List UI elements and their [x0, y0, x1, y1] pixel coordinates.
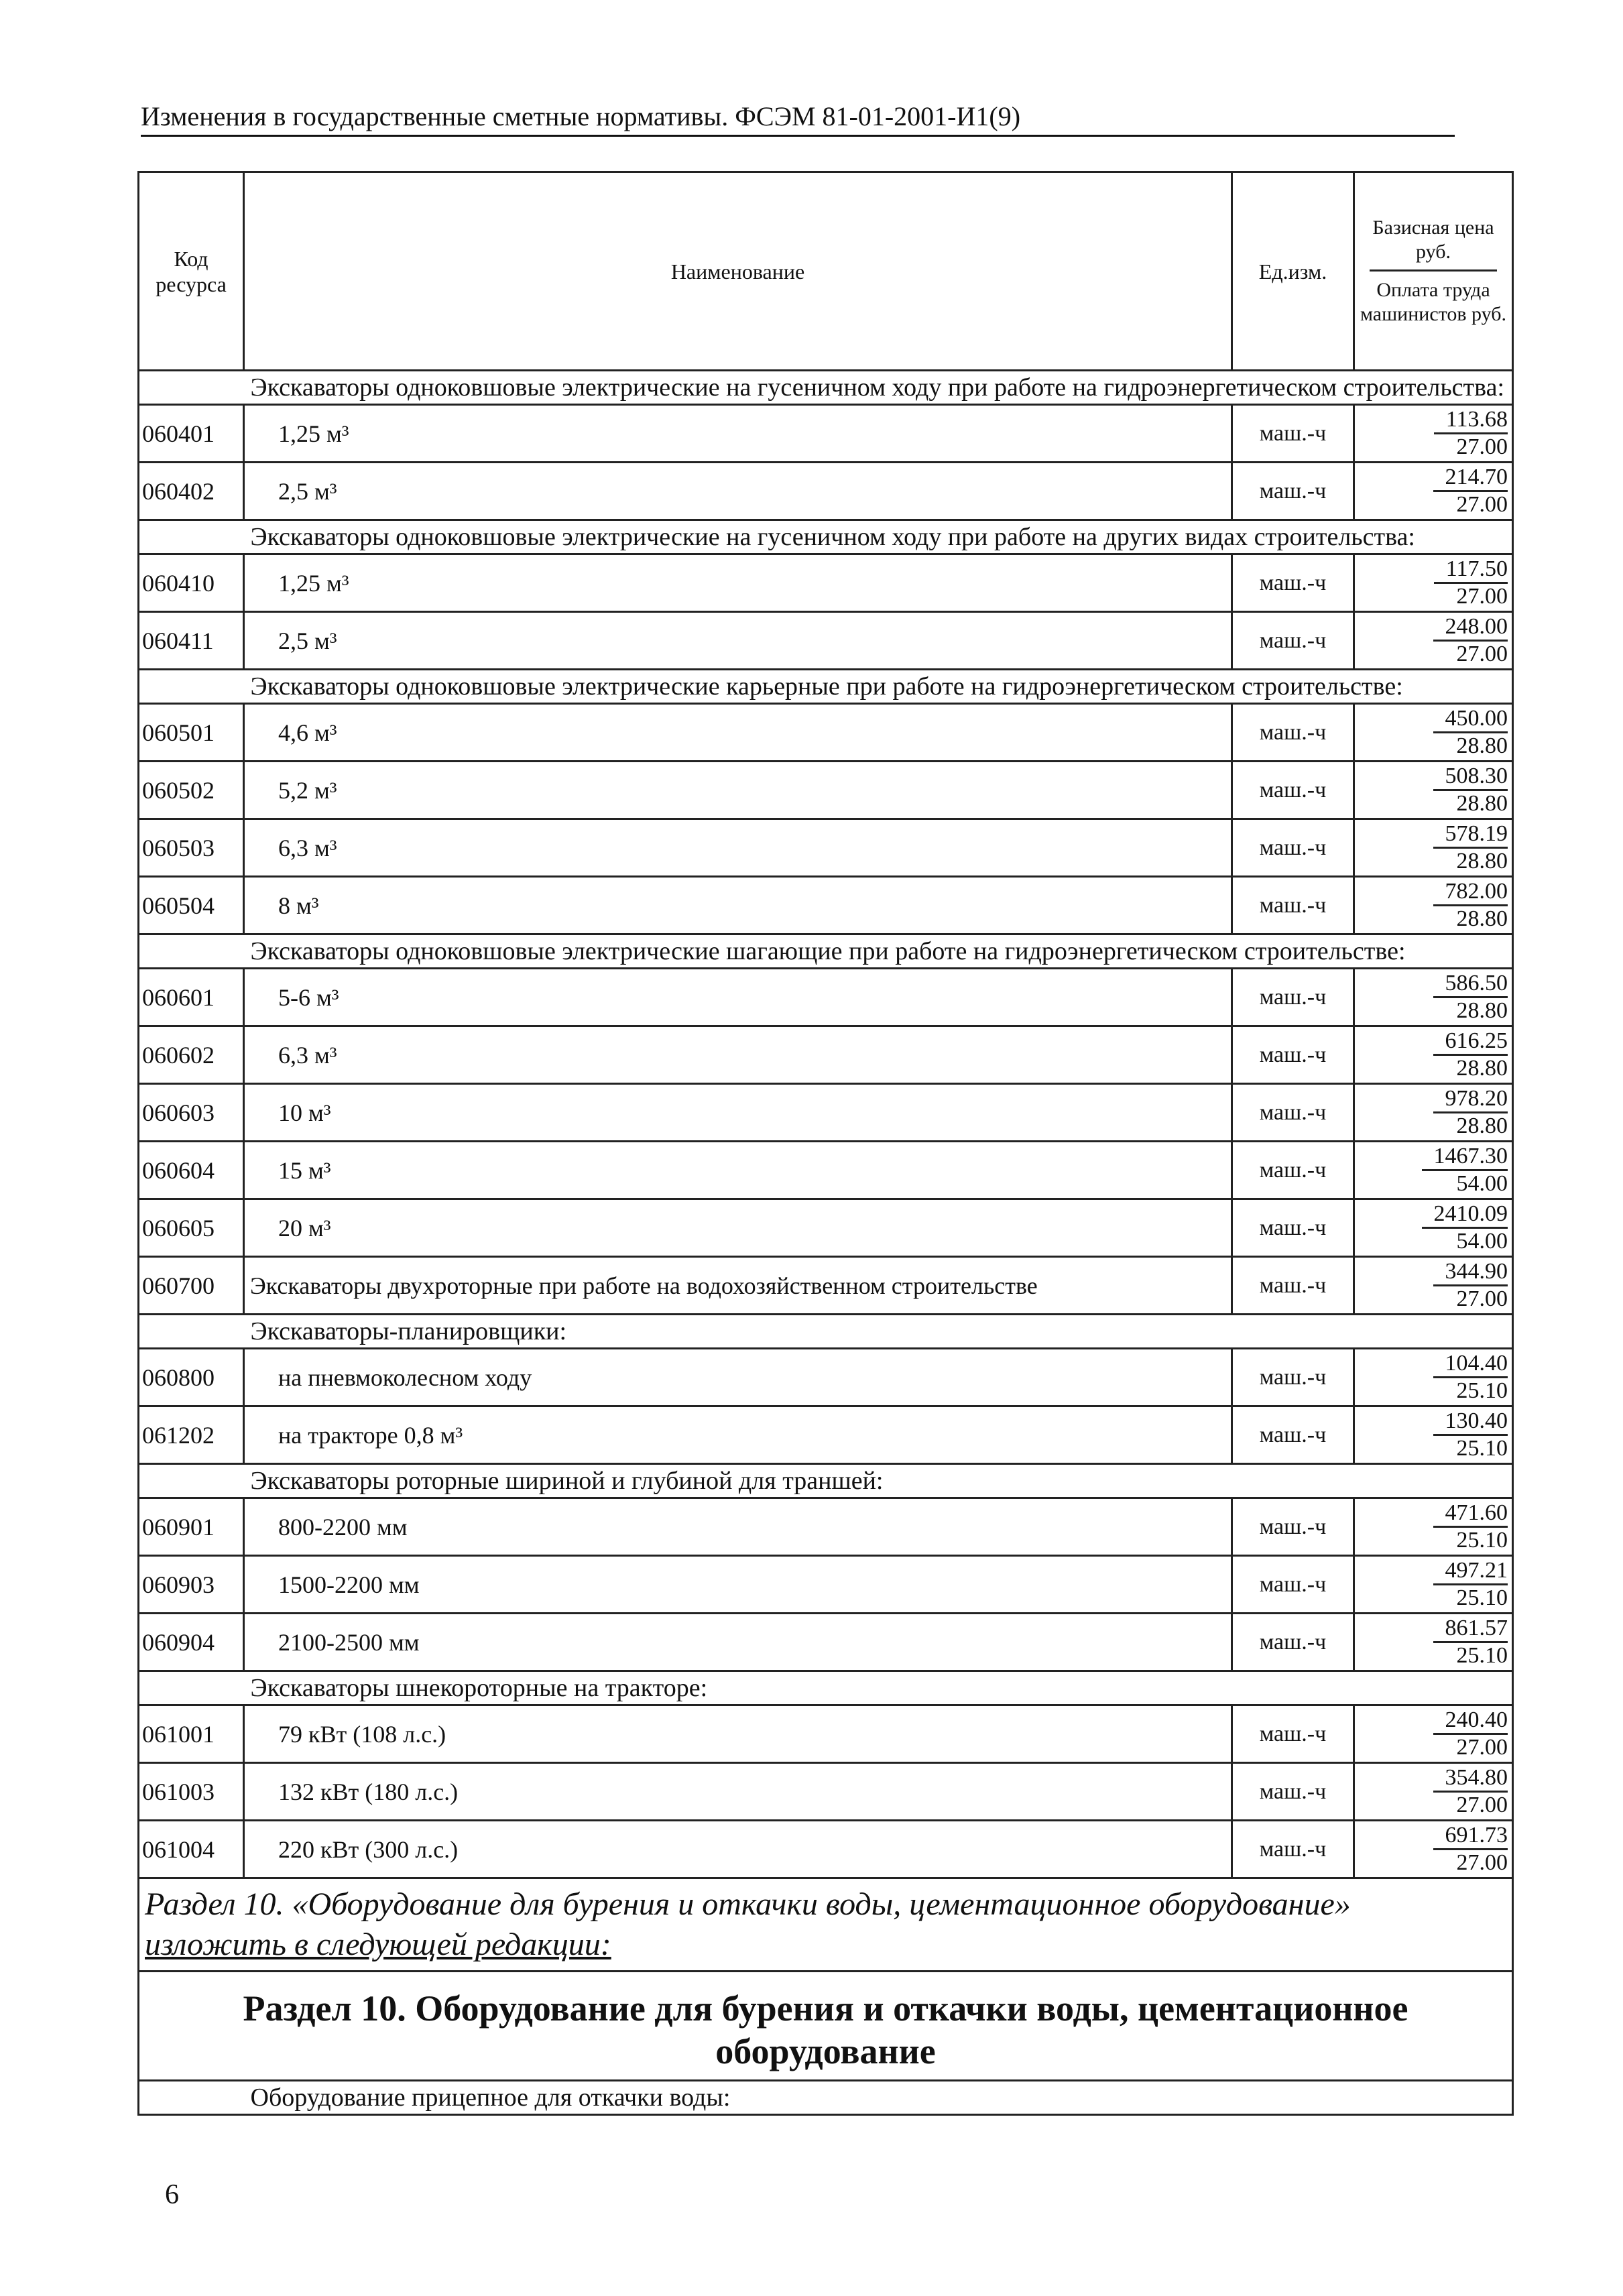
- table-row: [139, 819, 1513, 877]
- base-price: 861.57: [1433, 1616, 1508, 1643]
- resource-code: 060504: [139, 877, 244, 934]
- group-row: [139, 1464, 1513, 1498]
- base-price: 978.20: [1433, 1086, 1508, 1113]
- table-row: [139, 1199, 1513, 1257]
- resource-name: 8 м³: [244, 877, 1232, 934]
- table-row: [139, 612, 1513, 670]
- resource-price-cell: [1354, 1142, 1513, 1199]
- table-row: [139, 405, 1513, 463]
- table-row: [139, 1026, 1513, 1084]
- table-row: [139, 704, 1513, 762]
- resource-price-cell: [1354, 1406, 1513, 1464]
- operator-wage: 25.10: [1456, 1378, 1508, 1403]
- resource-code: 060700: [139, 1257, 244, 1315]
- table-row: [139, 1084, 1513, 1142]
- resource-code: 060503: [139, 819, 244, 877]
- edit-note-line1: Раздел 10. «Оборудование для бурения и откачки воды, цементационное оборудование»: [145, 1886, 1351, 1922]
- base-price: 471.60: [1433, 1500, 1508, 1528]
- column-header-unit: Ед.изм.: [1232, 172, 1354, 371]
- resource-code: 060402: [139, 463, 244, 520]
- resource-price-cell: [1354, 405, 1513, 463]
- operator-wage: 27.00: [1456, 642, 1508, 666]
- resource-price-cell: [1354, 704, 1513, 762]
- group-code-cell: [139, 371, 244, 405]
- resource-unit: маш.-ч: [1232, 1705, 1354, 1763]
- resource-unit: маш.-ч: [1232, 1142, 1354, 1199]
- operator-wage: 27.00: [1456, 1735, 1508, 1760]
- base-price: 782.00: [1433, 879, 1508, 906]
- resource-name: 5-6 м³: [244, 969, 1232, 1026]
- base-price: 104.40: [1433, 1351, 1508, 1378]
- group-row: [139, 520, 1513, 554]
- resource-name: Экскаваторы двухроторные при работе на водохозяйственном строительстве: [244, 1257, 1232, 1315]
- group-row: [139, 934, 1513, 969]
- resource-name: 20 м³: [244, 1199, 1232, 1257]
- resource-price-cell: [1354, 1349, 1513, 1406]
- column-header-name: Наименование: [244, 172, 1232, 371]
- table-row: [139, 1257, 1513, 1315]
- resource-price-cell: [1354, 1763, 1513, 1821]
- table-footer: [139, 1878, 1513, 2115]
- group-title: Экскаваторы одноковшовые электрические шагающие при работе на гидроэнергетическом строительстве:: [244, 934, 1513, 969]
- operator-wage: 25.10: [1456, 1585, 1508, 1610]
- resource-name: 1,25 м³: [244, 554, 1232, 612]
- resource-unit: маш.-ч: [1232, 1257, 1354, 1315]
- resource-unit: маш.-ч: [1232, 1084, 1354, 1142]
- base-price: 248.00: [1433, 614, 1508, 642]
- resource-name: 15 м³: [244, 1142, 1232, 1199]
- operator-wage: 25.10: [1456, 1643, 1508, 1668]
- resource-unit: маш.-ч: [1232, 877, 1354, 934]
- operator-wage: 54.00: [1456, 1171, 1508, 1196]
- operator-wage: 28.80: [1456, 791, 1508, 816]
- resource-price-cell: [1354, 1257, 1513, 1315]
- resource-code: 060401: [139, 405, 244, 463]
- resource-unit: маш.-ч: [1232, 969, 1354, 1026]
- resource-unit: маш.-ч: [1232, 1821, 1354, 1878]
- operator-wage: 28.80: [1456, 1056, 1508, 1081]
- base-price: 240.40: [1433, 1707, 1508, 1735]
- base-price: 113.68: [1434, 407, 1508, 434]
- resource-unit: маш.-ч: [1232, 819, 1354, 877]
- resource-name: 6,3 м³: [244, 819, 1232, 877]
- resource-code: 060901: [139, 1498, 244, 1556]
- price-header-divider: [1370, 269, 1497, 271]
- resource-price-cell: [1354, 554, 1513, 612]
- base-price: 497.21: [1433, 1558, 1508, 1585]
- resource-code: 060601: [139, 969, 244, 1026]
- edit-note: [139, 1878, 1513, 1972]
- resource-unit: маш.-ч: [1232, 554, 1354, 612]
- resource-code: 060501: [139, 704, 244, 762]
- table-row: [139, 1142, 1513, 1199]
- table-row: [139, 1556, 1513, 1614]
- base-price: 586.50: [1433, 971, 1508, 998]
- resource-code: 060502: [139, 762, 244, 819]
- table-row: [139, 1498, 1513, 1556]
- resource-code: 060605: [139, 1199, 244, 1257]
- resource-unit: маш.-ч: [1232, 1199, 1354, 1257]
- operator-wage: 25.10: [1456, 1436, 1508, 1461]
- column-header-wage: Оплата труда машинистов руб.: [1360, 279, 1507, 325]
- resource-code: 060411: [139, 612, 244, 670]
- base-price: 616.25: [1433, 1028, 1508, 1056]
- resource-unit: маш.-ч: [1232, 1614, 1354, 1671]
- resource-unit: маш.-ч: [1232, 405, 1354, 463]
- resource-price-cell: [1354, 819, 1513, 877]
- table-row: [139, 969, 1513, 1026]
- resource-table: [137, 171, 1514, 2116]
- resource-name: 800-2200 мм: [244, 1498, 1232, 1556]
- section-title-line2: оборудование: [715, 2031, 936, 2071]
- resource-price-cell: [1354, 1614, 1513, 1671]
- resource-code: 061003: [139, 1763, 244, 1821]
- resource-name: 132 кВт (180 л.с.): [244, 1763, 1232, 1821]
- resource-code: 060604: [139, 1142, 244, 1199]
- group-code-cell: [139, 2081, 244, 2115]
- table-row: [139, 1821, 1513, 1878]
- operator-wage: 27.00: [1456, 584, 1508, 609]
- group-row: [139, 371, 1513, 405]
- resource-name: 2,5 м³: [244, 463, 1232, 520]
- resource-name: 1500-2200 мм: [244, 1556, 1232, 1614]
- resource-name: 5,2 м³: [244, 762, 1232, 819]
- table-body: [139, 371, 1513, 1878]
- table-row: [139, 463, 1513, 520]
- group-title: Экскаваторы одноковшовые электрические карьерные при работе на гидроэнергетическом строительстве:: [244, 670, 1513, 704]
- operator-wage: 28.80: [1456, 733, 1508, 758]
- resource-price-cell: [1354, 877, 1513, 934]
- column-header-code: Код ресурса: [139, 172, 244, 371]
- base-price: 344.90: [1433, 1259, 1508, 1286]
- base-price: 578.19: [1433, 821, 1508, 849]
- resource-code: 060602: [139, 1026, 244, 1084]
- group-code-cell: [139, 1315, 244, 1349]
- resource-code: 060903: [139, 1556, 244, 1614]
- table-header-row: [139, 172, 1513, 371]
- resource-code: 060410: [139, 554, 244, 612]
- section-title-row: [139, 1972, 1513, 2081]
- operator-wage: 28.80: [1456, 1113, 1508, 1138]
- resource-price-cell: [1354, 1084, 1513, 1142]
- group-row: [139, 1315, 1513, 1349]
- resource-code: 061001: [139, 1705, 244, 1763]
- resource-unit: маш.-ч: [1232, 1498, 1354, 1556]
- resource-unit: маш.-ч: [1232, 1026, 1354, 1084]
- base-price: 450.00: [1433, 706, 1508, 733]
- group-title: Экскаваторы роторные шириной и глубиной для траншей:: [244, 1464, 1513, 1498]
- operator-wage: 27.00: [1456, 492, 1508, 517]
- group-title: Экскаваторы одноковшовые электрические на гусеничном ходу при работе на гидроэнергетическом строительства:: [244, 371, 1513, 405]
- resource-code: 060603: [139, 1084, 244, 1142]
- group-code-cell: [139, 934, 244, 969]
- resource-name: 2,5 м³: [244, 612, 1232, 670]
- operator-wage: 28.80: [1456, 998, 1508, 1023]
- resource-code: 061202: [139, 1406, 244, 1464]
- table-row: [139, 762, 1513, 819]
- group-title: Экскаваторы шнекороторные на тракторе:: [244, 1671, 1513, 1705]
- resource-unit: маш.-ч: [1232, 1406, 1354, 1464]
- resource-name: 220 кВт (300 л.с.): [244, 1821, 1232, 1878]
- operator-wage: 54.00: [1456, 1229, 1508, 1254]
- resource-unit: маш.-ч: [1232, 463, 1354, 520]
- base-price: 117.50: [1434, 556, 1508, 584]
- group-title: Экскаваторы одноковшовые электрические на гусеничном ходу при работе на других видах строительства:: [244, 520, 1513, 554]
- base-price: 1467.30: [1422, 1144, 1508, 1171]
- operator-wage: 28.80: [1456, 849, 1508, 873]
- resource-price-cell: [1354, 762, 1513, 819]
- table-row: [139, 877, 1513, 934]
- group-code-cell: [139, 520, 244, 554]
- group-row: [139, 670, 1513, 704]
- group-code-cell: [139, 1464, 244, 1498]
- operator-wage: 27.00: [1456, 1793, 1508, 1817]
- group-title: Оборудование прицепное для откачки воды:: [244, 2081, 1513, 2115]
- page-number: 6: [165, 2179, 179, 2210]
- resource-name: 2100-2500 мм: [244, 1614, 1232, 1671]
- resource-unit: маш.-ч: [1232, 762, 1354, 819]
- resource-name: на пневмоколесном ходу: [244, 1349, 1232, 1406]
- operator-wage: 25.10: [1456, 1528, 1508, 1553]
- resource-code: 060800: [139, 1349, 244, 1406]
- operator-wage: 27.00: [1456, 1850, 1508, 1875]
- resource-price-cell: [1354, 1821, 1513, 1878]
- operator-wage: 27.00: [1456, 1286, 1508, 1311]
- base-price: 508.30: [1433, 764, 1508, 791]
- resource-price-cell: [1354, 1199, 1513, 1257]
- column-header-base-price: Базисная цена руб.: [1372, 217, 1494, 263]
- table-row: [139, 1705, 1513, 1763]
- document-header: Изменения в государственные сметные нормативы. ФСЭМ 81-01-2001-И1(9): [141, 101, 1455, 137]
- base-price: 130.40: [1433, 1408, 1508, 1436]
- base-price: 2410.09: [1422, 1201, 1508, 1229]
- resource-name: 4,6 м³: [244, 704, 1232, 762]
- group-title: Экскаваторы-планировщики:: [244, 1315, 1513, 1349]
- table-row: [139, 1349, 1513, 1406]
- resource-name: 6,3 м³: [244, 1026, 1232, 1084]
- resource-unit: маш.-ч: [1232, 1349, 1354, 1406]
- section-title-line1: Раздел 10. Оборудование для бурения и откачки воды, цементационное: [243, 1988, 1408, 2029]
- resource-price-cell: [1354, 1026, 1513, 1084]
- resource-code: 060904: [139, 1614, 244, 1671]
- section-title: [139, 1972, 1513, 2081]
- resource-name: на тракторе 0,8 м³: [244, 1406, 1232, 1464]
- resource-price-cell: [1354, 969, 1513, 1026]
- table-row: [139, 1406, 1513, 1464]
- resource-unit: маш.-ч: [1232, 612, 1354, 670]
- resource-name: 79 кВт (108 л.с.): [244, 1705, 1232, 1763]
- column-header-price: [1354, 172, 1513, 371]
- resource-unit: маш.-ч: [1232, 704, 1354, 762]
- table-row: [139, 1763, 1513, 1821]
- base-price: 691.73: [1433, 1823, 1508, 1850]
- group-code-cell: [139, 670, 244, 704]
- resource-price-cell: [1354, 1498, 1513, 1556]
- resource-price-cell: [1354, 612, 1513, 670]
- resource-price-cell: [1354, 1556, 1513, 1614]
- group-row: [139, 2081, 1513, 2115]
- resource-unit: маш.-ч: [1232, 1763, 1354, 1821]
- table-row: [139, 554, 1513, 612]
- edit-note-row: [139, 1878, 1513, 1972]
- resource-name: 10 м³: [244, 1084, 1232, 1142]
- group-code-cell: [139, 1671, 244, 1705]
- resource-price-cell: [1354, 463, 1513, 520]
- edit-note-line2: изложить в следующей редакции:: [145, 1927, 611, 1962]
- operator-wage: 28.80: [1456, 906, 1508, 931]
- group-row: [139, 1671, 1513, 1705]
- resource-name: 1,25 м³: [244, 405, 1232, 463]
- operator-wage: 27.00: [1456, 434, 1508, 459]
- table-row: [139, 1614, 1513, 1671]
- resource-price-cell: [1354, 1705, 1513, 1763]
- resource-unit: маш.-ч: [1232, 1556, 1354, 1614]
- resource-code: 061004: [139, 1821, 244, 1878]
- base-price: 214.70: [1433, 465, 1508, 492]
- base-price: 354.80: [1433, 1765, 1508, 1793]
